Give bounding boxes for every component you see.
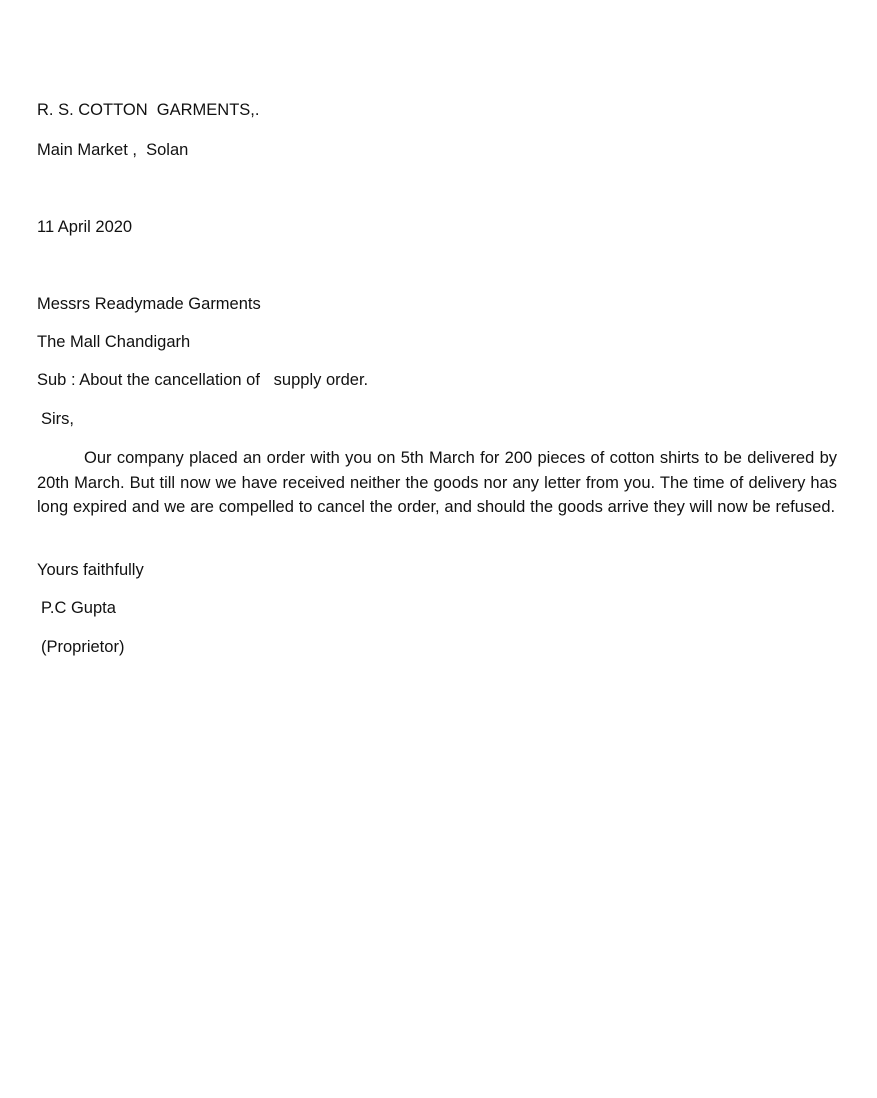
recipient-name: Messrs Readymade Garments xyxy=(37,295,261,313)
salutation: Sirs, xyxy=(41,410,74,428)
letter-body: Our company placed an order with you on 5th March for 200 pieces of cotton shirts to be delivered by 20th March. But till now we have received neither the goods nor any letter from you. The time of delivery has long expired and we are compelled to cancel the order, and should the goods arrive they will now be refused. xyxy=(37,449,837,516)
recipient-address: The Mall Chandigarh xyxy=(37,333,191,351)
signatory-title: (Proprietor) xyxy=(41,638,125,656)
sender-address: Main Market , Solan xyxy=(37,141,189,159)
subject-line: Sub : About the cancellation of supply order. xyxy=(37,371,369,389)
sender-company: R. S. COTTON GARMENTS,. xyxy=(37,101,260,119)
signatory-name: P.C Gupta xyxy=(41,599,116,617)
closing: Yours faithfully xyxy=(37,561,144,579)
letter-date: 11 April 2020 xyxy=(37,218,133,236)
